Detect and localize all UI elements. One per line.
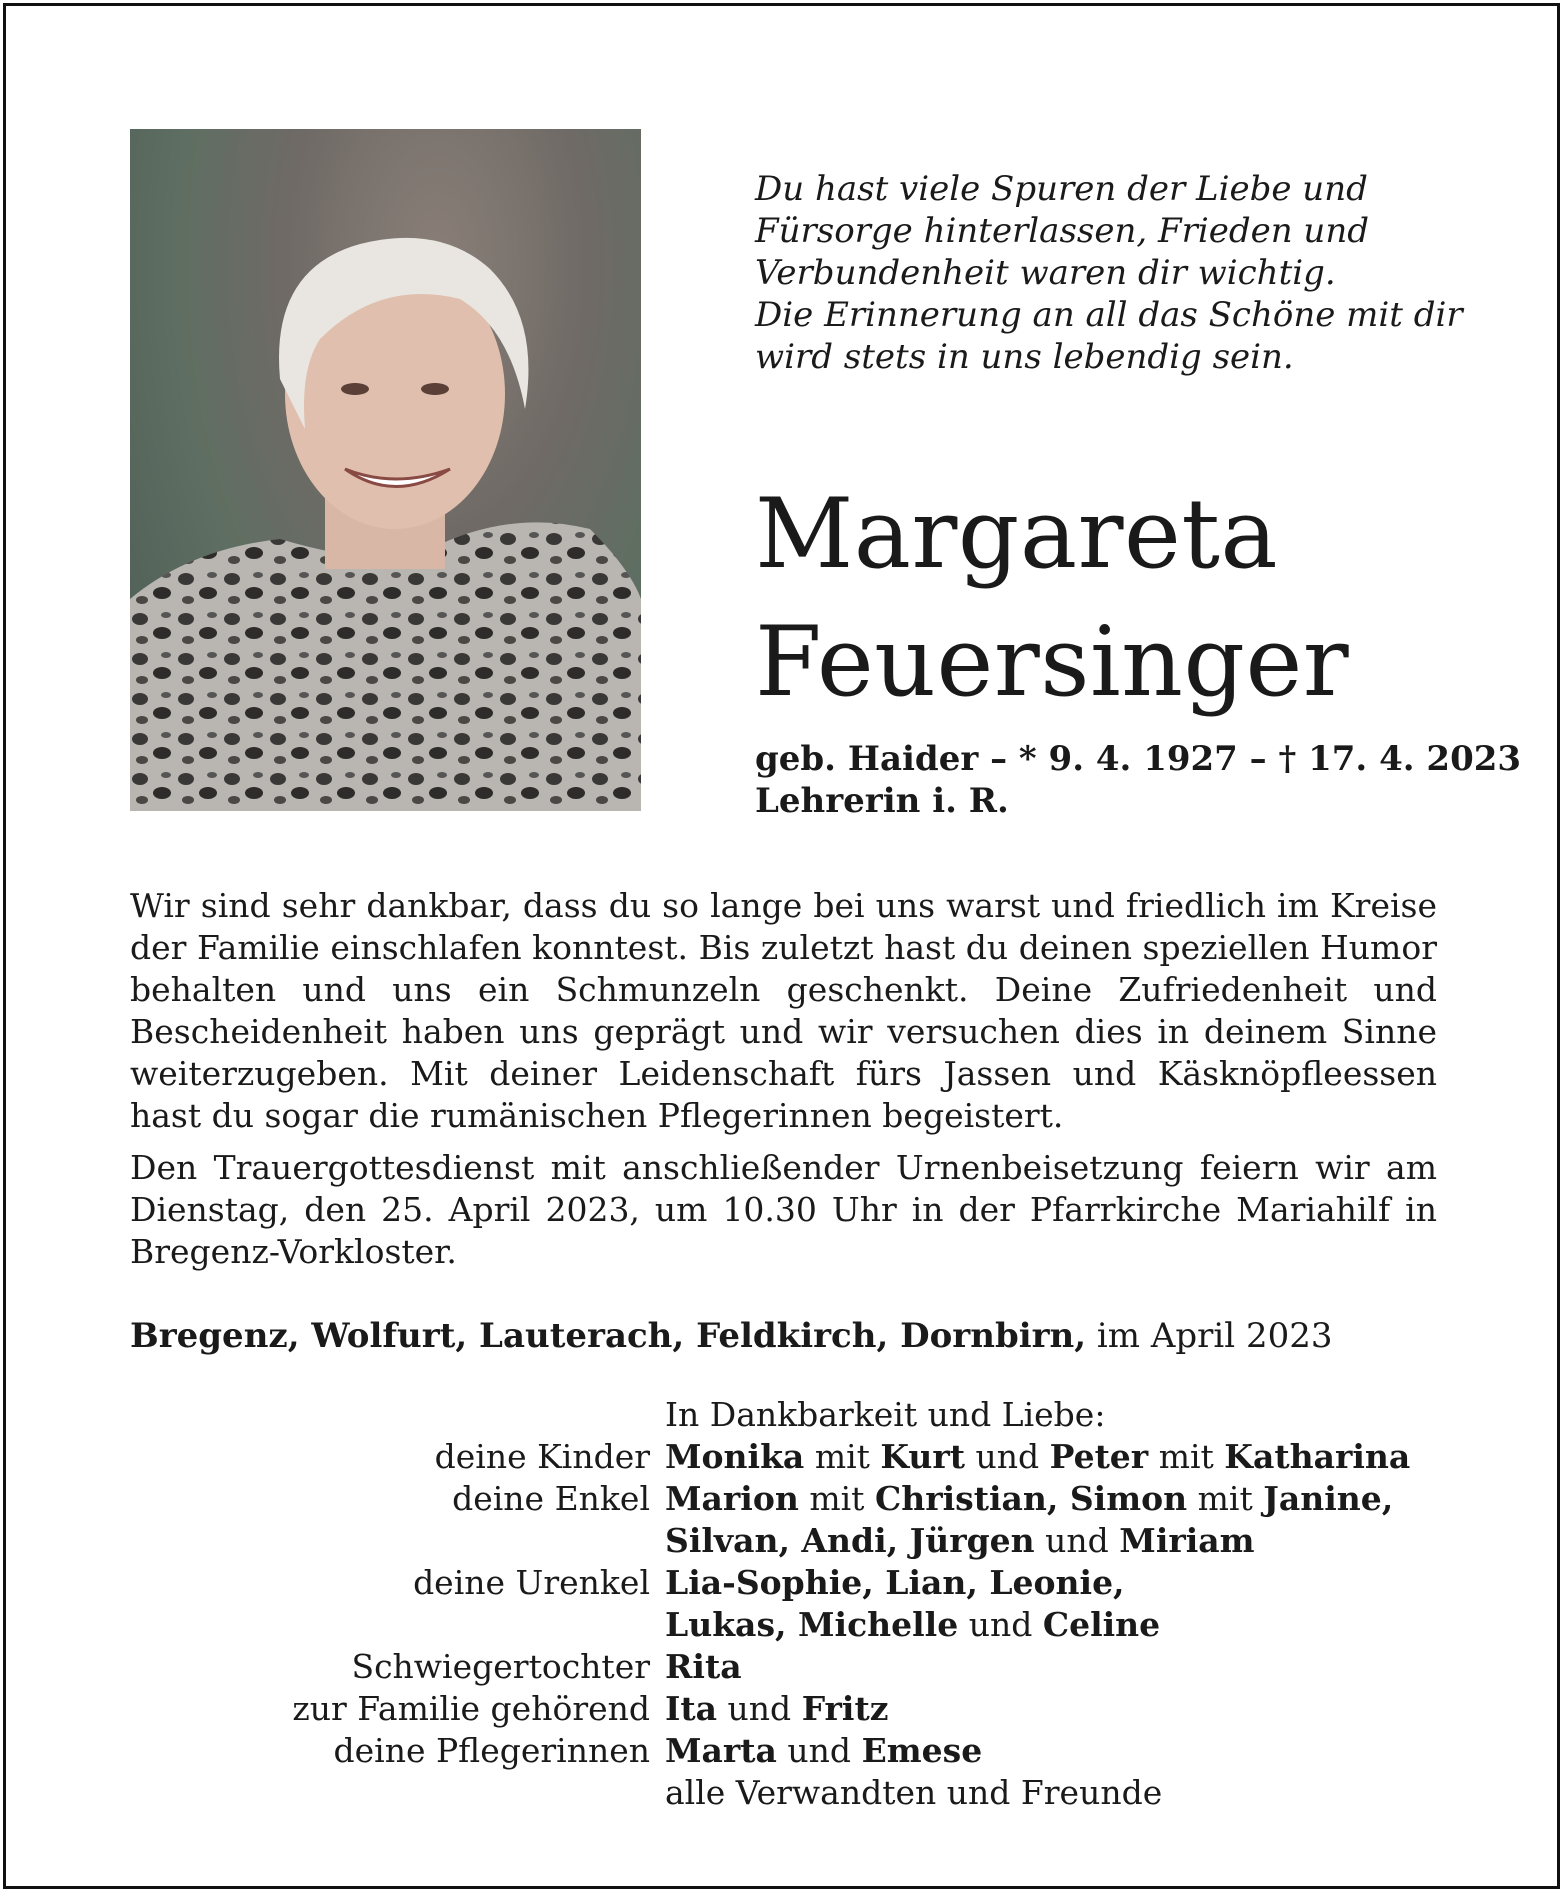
connector-text: und: [776, 1731, 862, 1770]
mourner-row: [130, 1688, 1437, 1730]
quote-line: Du hast viele Spuren der Liebe und: [755, 169, 1368, 209]
mourner-name: Emese: [861, 1731, 983, 1770]
mourner-name: Kurt: [880, 1437, 966, 1476]
mourners-list: [130, 1394, 1437, 1814]
mourner-names: [665, 1688, 888, 1730]
mourner-name: Janine,: [1263, 1479, 1394, 1518]
last-name: Feuersinger: [755, 606, 1350, 718]
mourner-names: [665, 1562, 1125, 1604]
connector-text: mit: [1148, 1437, 1225, 1476]
mourner-role: Schwiegertochter: [351, 1647, 650, 1686]
mourner-names: [665, 1646, 742, 1688]
connector-text: mit: [1187, 1479, 1264, 1518]
mourner-name: Katharina: [1224, 1437, 1411, 1476]
mourner-role: deine Urenkel: [413, 1563, 650, 1602]
life-dates: [755, 738, 1521, 822]
mourner-names: [665, 1520, 1255, 1562]
deceased-name: [755, 470, 1349, 726]
mourner-row: [130, 1562, 1437, 1604]
mourner-names: [665, 1478, 1393, 1520]
mourner-row: [130, 1604, 1437, 1646]
mourner-names: [665, 1730, 982, 1772]
connector-text: und: [965, 1437, 1050, 1476]
mourner-rows: [130, 1436, 1437, 1814]
paragraph-service: Den Trauergottesdienst mit anschließender Urnenbeisetzung feiern wir am Dienstag, den 25. April 2023, um 10.30 Uhr in der Pfarrkirche Mariahilf in Bregenz-Vorkloster.: [130, 1148, 1437, 1271]
connector-text: mit: [798, 1479, 875, 1518]
first-name: Margareta: [755, 478, 1279, 590]
mourner-name: Christian, Simon: [874, 1479, 1188, 1518]
portrait-photo: [130, 129, 641, 811]
places-and-date: [130, 1315, 1333, 1357]
mourner-name: Lukas, Michelle: [665, 1605, 959, 1644]
mourner-name: Celine: [1042, 1605, 1161, 1644]
quote-line: Fürsorge hinterlassen, Frieden und: [755, 211, 1369, 251]
mourner-name: Monika: [665, 1437, 805, 1476]
connector-text: und: [1034, 1521, 1120, 1560]
mourner-row: [130, 1520, 1437, 1562]
mourner-row: [130, 1646, 1437, 1688]
quote-line: Verbundenheit waren dir wichtig.: [755, 253, 1336, 293]
mourner-name: Fritz: [801, 1689, 889, 1728]
mourner-row: [130, 1436, 1437, 1478]
mourner-name: Marion: [665, 1479, 799, 1518]
mourner-name: Peter: [1049, 1437, 1149, 1476]
quote-line: Die Erinnerung an all das Schöne mit dir: [755, 295, 1463, 335]
obituary-text: [130, 885, 1437, 1283]
mourner-names: [665, 1436, 1410, 1478]
birth-death-dates: geb. Haider – * 9. 4. 1927 – † 17. 4. 2023: [755, 739, 1522, 779]
memorial-quote: [755, 168, 1515, 378]
mourner-row: [130, 1772, 1437, 1814]
mourner-role: deine Kinder: [434, 1437, 650, 1476]
paragraph-gratitude: Wir sind sehr dankbar, dass du so lange bei uns warst und friedlich im Kreise der Familie einschlafen konntest. Bis zuletzt hast du deinen speziellen Humor behalten und uns ein Schmunzeln geschenkt. Deine Zufriedenheit und Bescheidenheit haben uns geprägt und wir versuchen dies in deinem Sinne weiterzugeben. Mit deiner Leidenschaft fürs Jassen und Käsknöpfleessen hast du sogar die rumänischen Pflegerinnen begeistert.: [130, 886, 1437, 1135]
portrait-illustration: [130, 129, 641, 811]
connector-text: und: [717, 1689, 802, 1728]
mourner-name: Marta: [665, 1731, 777, 1770]
mourner-names: [665, 1604, 1160, 1646]
mourners-intro: In Dankbarkeit und Liebe:: [665, 1395, 1106, 1434]
mourner-name: Ita: [665, 1689, 718, 1728]
month-year: im April 2023: [1086, 1316, 1333, 1356]
mourner-name: Rita: [665, 1647, 742, 1686]
connector-text: mit: [804, 1437, 881, 1476]
connector-text: und: [958, 1605, 1043, 1644]
mourner-names: [665, 1772, 1162, 1814]
mourner-name: Silvan, Andi, Jürgen: [665, 1521, 1035, 1560]
mourner-row: [130, 1730, 1437, 1772]
connector-text: alle Verwandten und Freunde: [665, 1773, 1163, 1812]
mourner-row: [130, 1478, 1437, 1520]
mourner-role: [130, 1604, 665, 1646]
mourner-role: deine Pflegerinnen: [333, 1731, 650, 1770]
mourner-name: Miriam: [1119, 1521, 1255, 1560]
mourner-name: Lia-Sophie, Lian, Leonie,: [665, 1563, 1125, 1602]
mourner-role: [130, 1772, 665, 1814]
mourner-role: [130, 1520, 665, 1562]
profession: Lehrerin i. R.: [755, 781, 1009, 821]
mourner-role: zur Familie gehörend: [292, 1689, 650, 1728]
towns: Bregenz, Wolfurt, Lauterach, Feldkirch, Dornbirn,: [130, 1316, 1087, 1356]
quote-line: wird stets in uns lebendig sein.: [755, 337, 1294, 377]
mourner-role: deine Enkel: [452, 1479, 650, 1518]
